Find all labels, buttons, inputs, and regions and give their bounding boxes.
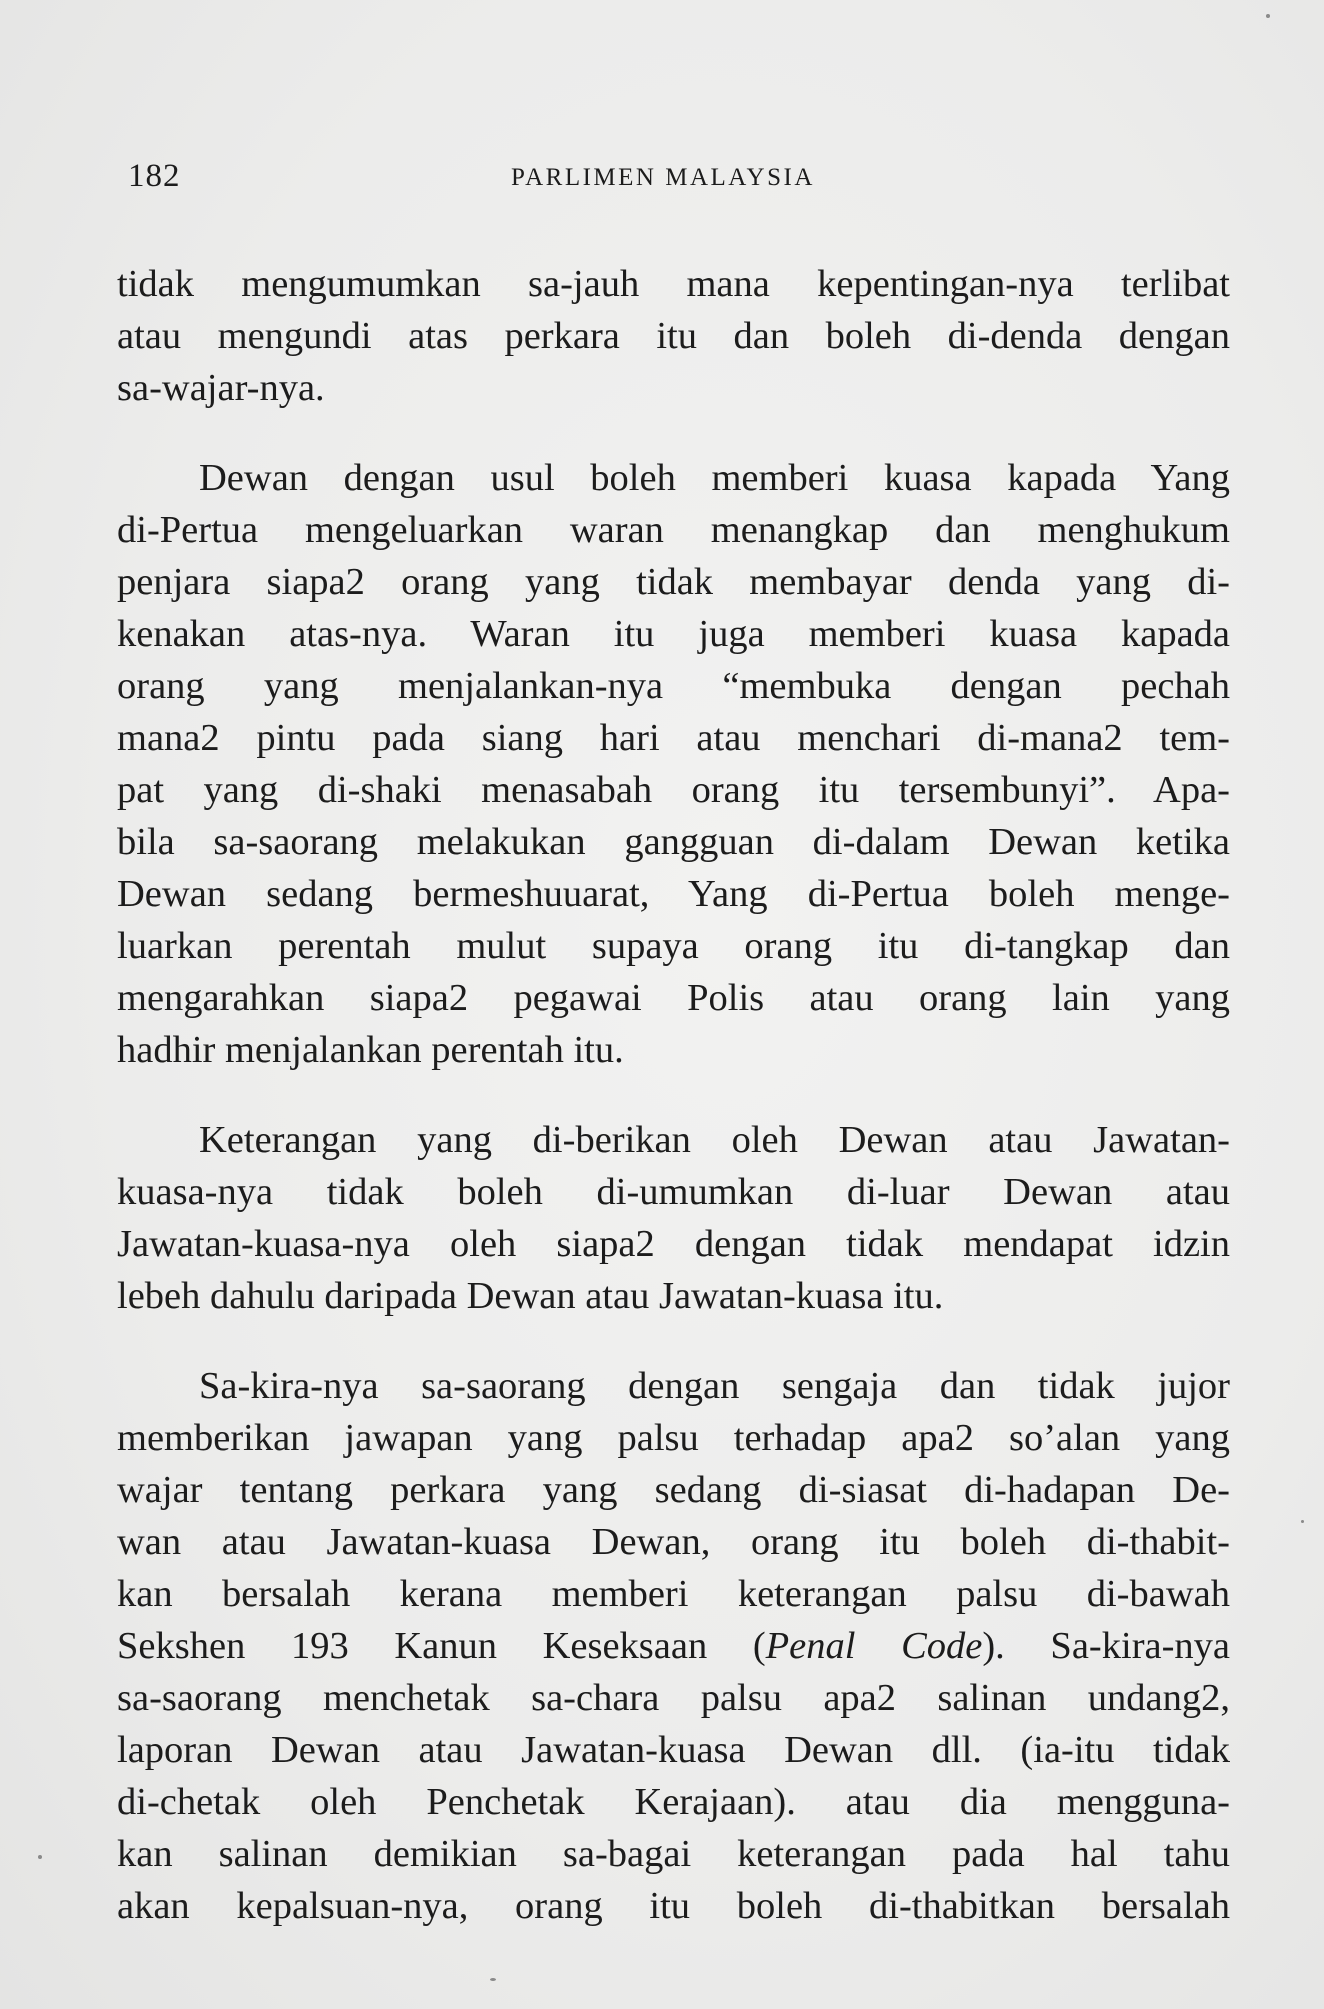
text-line: hadhir menjalankan perentah itu. — [117, 1029, 624, 1071]
text-line: di-chetak oleh Penchetak Kerajaan). atau dia mengguna- — [117, 1781, 1230, 1823]
text-line: Dewan sedang bermeshuuarat, Yang di-Pertua boleh menge- — [117, 873, 1230, 915]
italic-term: Penal Code — [765, 1625, 983, 1667]
paper-speck — [1301, 1520, 1304, 1523]
text-line: memberikan jawapan yang palsu terhadap apa2 so’alan yang — [117, 1417, 1230, 1459]
text-line: orang yang menjalankan-nya “membuka dengan pechah — [117, 665, 1230, 707]
text-fragment: Sekshen 193 Kanun Keseksaan ( — [117, 1625, 766, 1667]
text-line: mana2 pintu pada siang hari atau menchari di-mana2 tem- — [117, 717, 1230, 759]
paragraph-4 — [117, 1360, 1230, 1932]
text-line: tidak mengumumkan sa-jauh mana kepentingan-nya terlibat — [117, 263, 1230, 305]
text-line: laporan Dewan atau Jawatan-kuasa Dewan dll. (ia-itu tidak — [117, 1729, 1230, 1771]
text-line: atau mengundi atas perkara itu dan boleh di-denda dengan — [117, 315, 1230, 357]
text-line: Jawatan-kuasa-nya oleh siapa2 dengan tidak mendapat idzin — [117, 1223, 1230, 1265]
text-line — [117, 1620, 1230, 1672]
text-line: Keterangan yang di-berikan oleh Dewan atau Jawatan- — [199, 1119, 1230, 1161]
body-text — [117, 258, 1230, 1970]
text-line: Sa-kira-nya sa-saorang dengan sengaja dan tidak jujor — [199, 1365, 1230, 1407]
paper-speck — [1266, 14, 1270, 18]
paper-speck — [490, 1978, 496, 1981]
text-line: penjara siapa2 orang yang tidak membayar denda yang di- — [117, 561, 1230, 603]
page-number: 182 — [128, 158, 181, 194]
page-header — [128, 158, 1233, 206]
text-line: wan atau Jawatan-kuasa Dewan, orang itu boleh di-thabit- — [117, 1521, 1230, 1563]
text-line: mengarahkan siapa2 pegawai Polis atau orang lain yang — [117, 977, 1230, 1019]
text-line: kuasa-nya tidak boleh di-umumkan di-luar Dewan atau — [117, 1171, 1230, 1213]
text-line: luarkan perentah mulut supaya orang itu di-tangkap dan — [117, 925, 1230, 967]
text-line: sa-wajar-nya. — [117, 367, 325, 409]
text-line: akan kepalsuan-nya, orang itu boleh di-thabitkan bersalah — [117, 1885, 1230, 1927]
text-line: pat yang di-shaki menasabah orang itu tersembunyi”. Apa- — [117, 769, 1230, 811]
text-line: kenakan atas-nya. Waran itu juga memberi kuasa kapada — [117, 613, 1230, 655]
paragraph-1 — [117, 258, 1230, 414]
text-line: bila sa-saorang melakukan gangguan di-dalam Dewan ketika — [117, 821, 1230, 863]
text-line: sa-saorang menchetak sa-chara palsu apa2 salinan undang2, — [117, 1677, 1230, 1719]
text-line: wajar tentang perkara yang sedang di-siasat di-hadapan De- — [117, 1469, 1230, 1511]
text-line: Dewan dengan usul boleh memberi kuasa kapada Yang — [199, 457, 1230, 499]
text-line: di-Pertua mengeluarkan waran menangkap dan menghukum — [117, 509, 1230, 551]
text-fragment: ). Sa-kira-nya — [982, 1625, 1231, 1667]
paragraph-2 — [117, 452, 1230, 1076]
text-line: lebeh dahulu daripada Dewan atau Jawatan-kuasa itu. — [117, 1275, 944, 1317]
paragraph-3 — [117, 1114, 1230, 1322]
paper-speck — [38, 1855, 42, 1859]
text-line: kan salinan demikian sa-bagai keterangan pada hal tahu — [117, 1833, 1230, 1875]
text-line: kan bersalah kerana memberi keterangan palsu di-bawah — [117, 1573, 1230, 1615]
running-head: PARLIMEN MALAYSIA — [511, 164, 815, 191]
